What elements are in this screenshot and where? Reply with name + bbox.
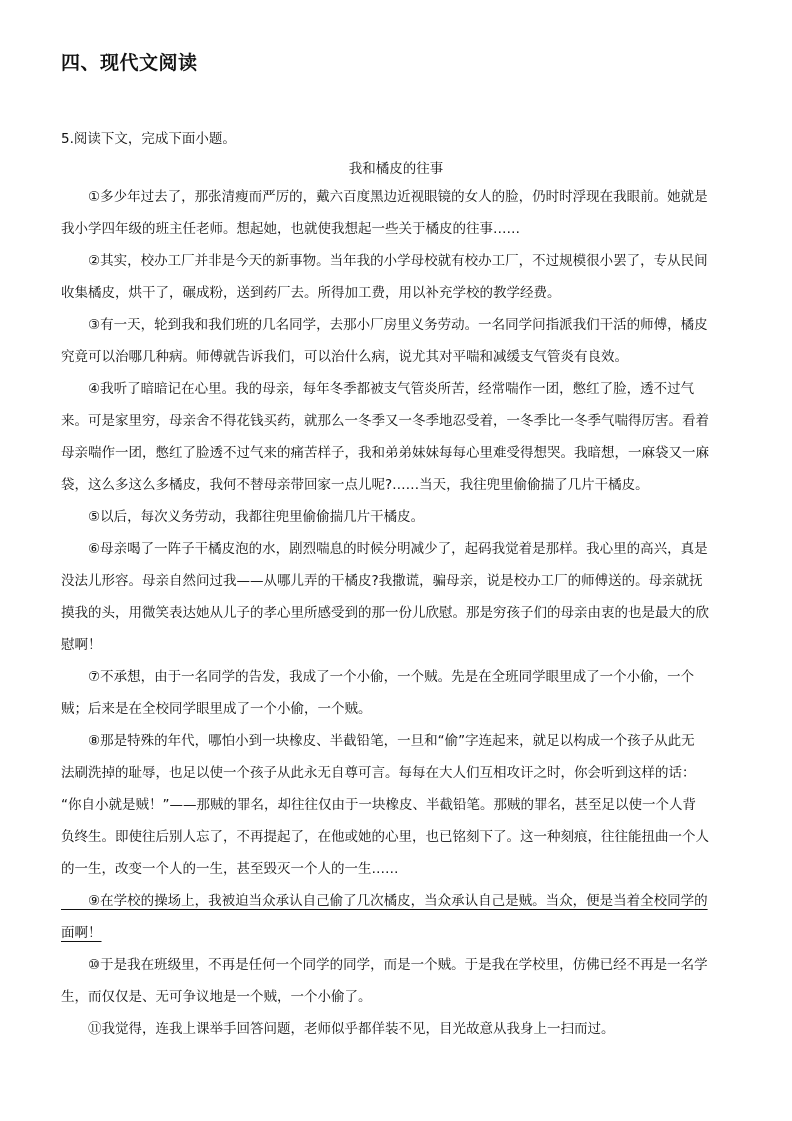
paragraph-line: ⑦不承想，由于一名同学的告发，我成了一个小偷，一个贼。先是在全班同学眼里成了一个小偷，一个 [61, 669, 695, 685]
paragraph-line: 法刷洗掉的耻辱，也足以使一个孩子从此永无自尊可言。每每在大人们互相攻讦之时，你会听到这样的话： [61, 765, 696, 781]
paragraph-line: ①多少年过去了，那张清瘦而严厉的，戴六百度黑边近视眼镜的女人的脸，仍时时浮现在我眼前。她就是 [61, 189, 708, 205]
paragraph-line: “你自小就是贼！”——那贼的罪名，却往往仅由于一块橡皮、半截铅笔。那贼的罪名，甚至足以使一个人背 [61, 797, 696, 813]
passage-paragraph [61, 885, 734, 949]
passage-body [61, 181, 734, 1045]
passage-paragraph [61, 533, 734, 661]
paragraph-line: 究竟可以治哪几种病。师傅就告诉我们，可以治什么病，说尤其对平喘和减缓支气管炎有良效。 [61, 349, 628, 365]
passage-paragraph [61, 245, 734, 309]
paragraph-line: ⑪我觉得，连我上课举手回答问题，老师似乎都佯装不见，目光故意从我身上一扫而过。 [61, 1021, 615, 1037]
paragraph-line: 摸我的头，用微笑表达她从儿子的孝心里所感受到的那一份儿欣慰。那是穷孩子们的母亲由衷的也是最大的欣 [61, 605, 709, 621]
paragraph-line: 慰啊！ [61, 637, 102, 653]
paragraph-line: 母亲喘作一团，憋红了脸透不过气来的痛苦样子，我和弟弟妹妹每每心里难受得想哭。我暗想，一麻袋又一麻 [61, 445, 709, 461]
passage-paragraph [61, 661, 734, 725]
paragraph-line: ②其实，校办工厂并非是今天的新事物。当年我的小学母校就有校办工厂，不过规模很小罢了，专从民间 [61, 253, 708, 269]
passage-paragraph [61, 501, 734, 533]
paragraph-line: 面啊！ [61, 925, 102, 941]
passage-paragraph [61, 309, 734, 373]
paragraph-line: ④我听了暗暗记在心里。我的母亲，每年冬季都被支气管炎所苦，经常喘作一团，憋红了脸，透不过气 [61, 381, 695, 397]
passage-paragraph [61, 181, 734, 245]
section-heading: 四、现代文阅读 [61, 52, 198, 74]
passage-paragraph [61, 725, 734, 885]
passage-paragraph [61, 373, 734, 501]
paragraph-line: 没法儿形容。母亲自然问过我——从哪儿弄的干橘皮?我撒谎，骗母亲，说是校办工厂的师傅送的。母亲就抚 [61, 573, 703, 589]
paragraph-line: 收集橘皮，烘干了，碾成粉，送到药厂去。所得加工费，用以补充学校的教学经费。 [61, 285, 561, 301]
paragraph-line: ⑨在学校的操场上，我被迫当众承认自己偷了几次橘皮，当众承认自己是贼。当众，便是当着全校同学的 [61, 893, 708, 909]
paragraph-line: 来。可是家里穷，母亲舍不得花钱买药，就那么一冬季又一冬季地忍受着，一冬季比一冬季气喘得厉害。看着 [61, 413, 709, 429]
paragraph-line: ⑧那是特殊的年代，哪怕小到一块橡皮、半截铅笔，一旦和“偷”字连起来，就足以构成一个孩子从此无 [61, 733, 695, 749]
passage-paragraph [61, 949, 734, 1013]
paragraph-line: 我小学四年级的班主任老师。想起她，也就使我想起一些关于橘皮的往事…… [61, 221, 520, 237]
paragraph-line: ⑥母亲喝了一阵子干橘皮泡的水，剧烈喘息的时候分明减少了，起码我觉着是那样。我心里的高兴，真是 [61, 541, 708, 557]
paragraph-line: 的一生，改变一个人的一生，甚至毁灭一个人的一生…… [61, 861, 399, 877]
paragraph-line: 袋，这么多这么多橘皮，我何不替母亲带回家一点儿呢?……当天，我往兜里偷偷揣了几片干橘皮。 [61, 477, 649, 493]
passage-title: 我和橘皮的往事 [348, 161, 444, 177]
question-prompt: 5.阅读下文，完成下面小题。 [61, 131, 236, 147]
paragraph-line: ⑤以后，每次义务劳动，我都往兜里偷偷揣几片干橘皮。 [61, 509, 425, 525]
passage-paragraph [61, 1013, 734, 1045]
paragraph-line: 负终生。即使往后别人忘了，不再提起了，在他或她的心里，也已铭刻下了。这一种刻痕，往往能扭曲一个人 [61, 829, 709, 845]
paragraph-line: 贼；后来是在全校同学眼里成了一个小偷，一个贼。 [61, 701, 372, 717]
paragraph-line: ⑩于是我在班级里，不再是任何一个同学的同学，而是一个贼。于是我在学校里，仿佛已经不再是一名学 [61, 957, 708, 973]
paragraph-line: ③有一天，轮到我和我们班的几名同学，去那小厂房里义务劳动。一名同学问指派我们干活的师傅，橘皮 [61, 317, 708, 333]
paragraph-line: 生，而仅仅是、无可争议地是一个贼，一个小偷了。 [61, 989, 372, 1005]
